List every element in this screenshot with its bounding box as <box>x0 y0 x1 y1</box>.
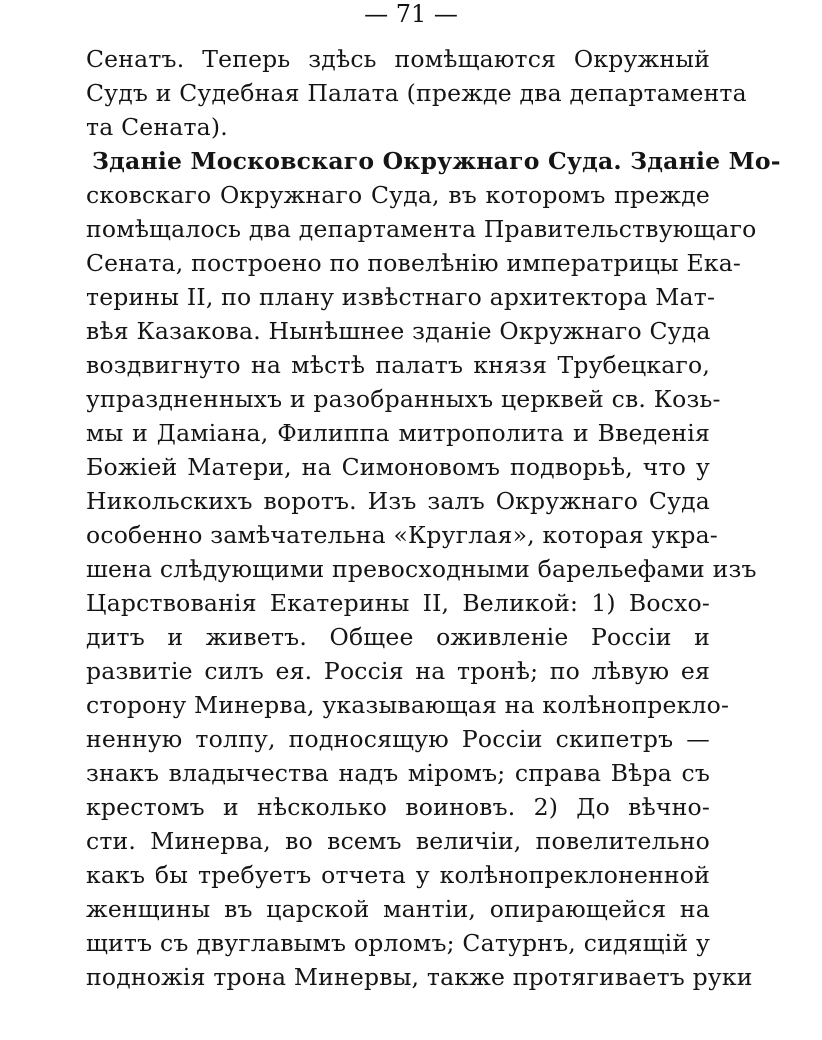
page-number: — 71 — <box>364 0 458 28</box>
text-line: мы и Даміана, Филиппа митрополита и Введенія <box>86 419 710 447</box>
text-line: крестомъ и нѣсколько воиновъ. 2) До вѣчно- <box>86 793 710 821</box>
text-line: развитіе силъ ея. Россія на тронѣ; по лѣвую ея <box>86 657 710 685</box>
text-line: Никольскихъ воротъ. Изъ залъ Окружнаго Суда <box>86 487 710 515</box>
section-heading-line: Зданіе Московскаго Окружнаго Суда. Зданіе Мо- <box>92 147 781 175</box>
text-line: воздвигнуто на мѣстѣ палатъ князя Трубецкаго, <box>86 351 710 379</box>
text-line: Царствованія Екатерины II, Великой: 1) Восхо- <box>86 589 710 617</box>
text-line: сторону Минерва, указывающая на колѣнопрекло- <box>86 691 730 719</box>
text-line: вѣя Казакова. Нынѣшнее зданіе Окружнаго Суда <box>86 317 711 345</box>
body-text <box>86 42 781 994</box>
text-line: ненную толпу, подносящую Россіи скипетръ — <box>86 725 710 753</box>
text-line: та Сената). <box>86 113 228 141</box>
text-line: Судъ и Судебная Палата (прежде два департамента <box>86 79 747 107</box>
text-line: терины II, по плану извѣстнаго архитектора Мат- <box>86 283 716 311</box>
text-line: Божіей Матери, на Симоновомъ подворьѣ, что у <box>86 453 710 481</box>
text-line: подножія трона Минервы, также протягиваетъ руки <box>86 963 753 991</box>
text-line: женщины въ царской мантіи, опирающейся на <box>86 895 710 923</box>
text-line: какъ бы требуетъ отчета у колѣнопреклоненной <box>86 861 710 889</box>
text-line: сти. Минерва, во всемъ величіи, повелительно <box>86 827 710 855</box>
text-line: особенно замѣчательна «Круглая», которая укра- <box>86 521 718 549</box>
text-line: Сенатъ. Теперь здѣсь помѣщаются Окружный <box>86 45 710 73</box>
text-line: сковскаго Окружнаго Суда, въ которомъ прежде <box>86 181 710 209</box>
text-line: помѣщалось два департамента Правительствующаго <box>86 215 757 243</box>
text-line: знакъ владычества надъ міромъ; справа Вѣра съ <box>86 759 710 787</box>
text-line: щитъ съ двуглавымъ орломъ; Сатурнъ, сидящій у <box>86 929 710 957</box>
text-line: Сената, построено по повелѣнію императрицы Ека- <box>86 249 742 277</box>
text-line: упраздненныхъ и разобранныхъ церквей св. Козь- <box>86 385 721 413</box>
text-line: шена слѣдующими превосходными барельефами изъ <box>86 555 757 583</box>
text-line: дитъ и живетъ. Общее оживленіе Россіи и <box>86 623 710 651</box>
